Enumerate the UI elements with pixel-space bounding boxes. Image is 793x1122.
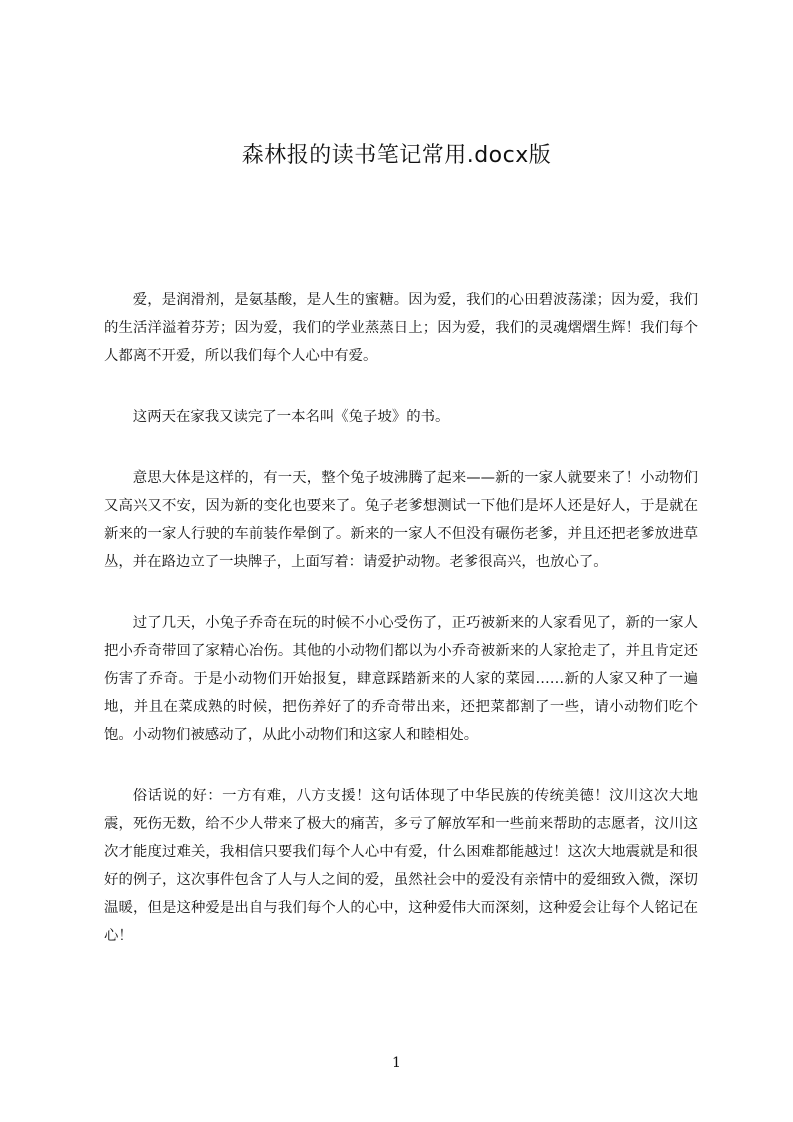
paragraph-reflection: 俗话说的好：一方有难，八方支援！这句话体现了中华民族的传统美德！汶川这次大地震，死伤无数，给不少人带来了极大的痛苦，多亏了解放军和一些前来帮助的志愿者，汶川这次才能度过难关，我相信只要我们每个人心中有爱，什么困难都能越过！这次大地震就是和很好的例子，这次事件包含了人与人之间的爱，虽然社会中的爱没有亲情中的爱细致入微，深切温暖，但是这种爱是出自与我们每个人的心中，这种爱伟大而深刻，这种爱会让每个人铭记在心！: [104, 788, 698, 944]
page-number: 1: [392, 1055, 401, 1071]
document-body: [104, 286, 698, 983]
paragraph-summary-1: 意思大体是这样的，有一天，整个兔子坡沸腾了起来——新的一家人就要来了！小动物们又高兴又不安，因为新的变化也要来了。兔子老爹想测试一下他们是坏人还是好人，于是就在新来的一家人行驶的车前装作晕倒了。新来的一家人不但没有碾伤老爹，并且还把老爹放进草丛，并在路边立了一块牌子，上面写着：请爱护动物。老爹很高兴，也放心了。: [104, 470, 698, 570]
paragraph-summary-2: 过了几天，小兔子乔奇在玩的时候不小心受伤了，正巧被新来的人家看见了，新的一家人把小乔奇带回了家精心冶伤。其他的小动物们都以为小乔奇被新来的人家抢走了，并且肯定还伤害了乔奇。于是小动物们开始报复，肆意踩踏新来的人家的菜园……新的人家又种了一遍地，并且在菜成熟的时候，把伤养好了的乔奇带出来，还把菜都割了一些，请小动物们吃个饱。小动物们被感动了，从此小动物们和这家人和睦相处。: [104, 615, 698, 743]
paragraph-intro: 爱，是润滑剂，是氨基酸，是人生的蜜糖。因为爱，我们的心田碧波荡漾；因为爱，我们的生活洋溢着芬芳；因为爱，我们的学业蒸蒸日上；因为爱，我们的灵魂熠熠生辉！我们每个人都离不开爱，所以我们每个人心中有爱。: [104, 292, 698, 364]
document-title: 森林报的读书笔记常用.docx版: [241, 143, 552, 168]
paragraph-book: 这两天在家我又读完了一本名叫《兔子坡》的书。: [132, 409, 450, 425]
